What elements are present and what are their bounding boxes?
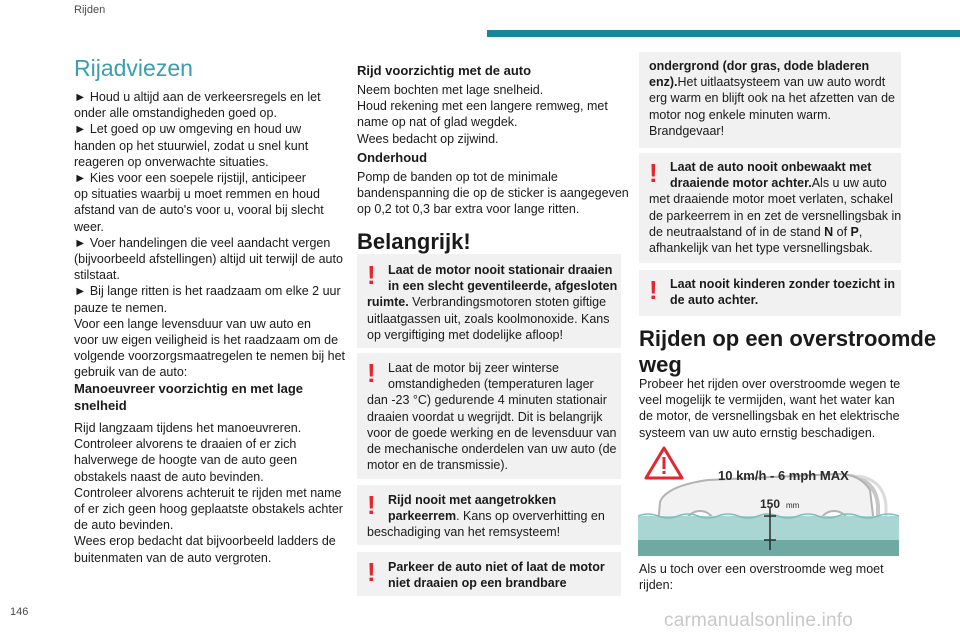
careful-heading: Rijd voorzichtig met de auto [357, 63, 532, 78]
warning-box-flammable-ground: ! Parkeer de auto niet of laat de motor niet draaien op een brandbare [357, 552, 621, 596]
warning-box-winter: ! Laat de motor bij zeer winterse omstandigheden (temperaturen lager dan -23 °C) gedurende 4 minuten stationair draaien voordat u wegrijdt. Dit is belangrijk voor de goede werking en de levensduur van de mechanische onderdelen van uw auto (de motor en de transmissie). [357, 353, 621, 479]
depth-value: 150 [760, 497, 781, 511]
warning-exclamation-icon: ! [367, 260, 376, 290]
important-heading: Belangrijk! [357, 229, 471, 254]
flood-paragraph: Probeer het rijden over overstroomde wegen te veel mogelijk te vermijden, want het water kan de motor, de versnellingsbak en het elektrische systeem van uw auto ernstig beschadigen. [639, 377, 901, 440]
depth-unit: mm [786, 501, 800, 510]
warning-exclamation-icon: ! [367, 358, 376, 388]
flood-heading: Rijden op een overstroomde weg [639, 326, 937, 377]
intro-paragraph: ► Houd u altijd aan de verkeersregels en let onder alle omstandigheden goed op. ► Let goed op uw omgeving en houd uw handen op het stuurwiel, zodat u snel kunt reageren op onverwachte situaties. ► Kies voor een soepele rijstijl, anticipeer op situaties waarbij u moet remmen en houd afstand van de auto's voor u, vooral bij slecht weer. ► Voer handelingen die veel aandacht vergen (bijvoorbeeld afstellingen) altijd uit terwijl de auto stilstaat. ► Bij lange ritten is het raadzaam om elke 2 uur pauze te nemen. Voor een lange levensduur van uw auto en voor uw eigen veiligheid is het raadzaam om de volgende voorzorgsmaatregelen te nemen bij het gebruik van de auto: [74, 90, 346, 380]
warning-exclamation-icon: ! [649, 158, 658, 188]
watermark: carmanualsonline.info [664, 610, 854, 631]
warning-exclamation-icon: ! [367, 557, 376, 587]
warning-triangle-icon [646, 448, 682, 478]
section-header: Rijden [74, 4, 106, 16]
page-number: 146 [10, 606, 29, 618]
warning-box-flammable-ground-cont: ondergrond (dor gras, dode bladeren enz).Het uitlaatsysteem van uw auto wordt erg warm en blijft ook na het afzetten van de motor nog enkele minuten warm. Brandgevaar! [639, 52, 901, 148]
manoeuvre-heading: Manoeuvreer voorzichtig en met lage snelheid [74, 381, 304, 413]
speed-limit-label: 10 km/h - 6 mph MAX [718, 468, 849, 483]
warning-box-parking-brake: ! Rijd nooit met aangetrokken parkeerrem. Kans op oververhitting en beschadiging van het remsysteem! [357, 485, 621, 545]
maintenance-heading: Onderhoud [357, 150, 428, 165]
warning-box-children: ! Laat nooit kinderen zonder toezicht in de auto achter. [639, 270, 901, 316]
flooded-road-illustration [638, 446, 899, 556]
warning-box-unattended: ! Laat de auto nooit onbewaakt met draaiende motor achter.Als u uw auto met draaiende motor moet verlaten, schakel de parkeerrem in en zet de versnellingsbak in de neutraalstand of in de stand N of P, afhankelijk van het type versnellingsbak. [639, 153, 901, 263]
page-title: Rijadviezen [74, 55, 193, 81]
warning-box-idle-engine: ! Laat de motor nooit stationair draaien in een slecht geventileerde, afgesloten ruimte. Verbrandingsmotoren stoten giftige uitlaatgassen uit, zoals koolmonoxide. Kans op vergiftiging met dodelijke afloop! [357, 254, 621, 348]
maintenance-paragraph: Pomp de banden op tot de minimale bandenspanning die op de sticker is aangegeven op 0,2 tot 0,3 bar extra voor lange ritten. [357, 170, 629, 217]
warning-exclamation-icon: ! [367, 490, 376, 520]
flood-outro-paragraph: Als u toch over een overstroomde weg moet rijden: [639, 562, 884, 593]
warning-exclamation-icon: ! [649, 275, 658, 305]
header-accent-bar [487, 30, 960, 37]
careful-paragraph: Neem bochten met lage snelheid. Houd rekening met een langere remweg, met name op nat of glad wegdek. Wees bedacht op zijwind. [357, 83, 608, 146]
manoeuvre-paragraph: Rijd langzaam tijdens het manoeuvreren. Controleer alvorens te draaien of er zich halverwege de hoogte van de auto geen obstakels naast de auto bevinden. Controleer alvorens achteruit te rijden met name of er zich geen hoog geplaatste obstakels achter de auto bevinden. Wees erop bedacht dat bijvoorbeeld ladders de buitenmaten van de auto vergroten. [74, 421, 343, 565]
